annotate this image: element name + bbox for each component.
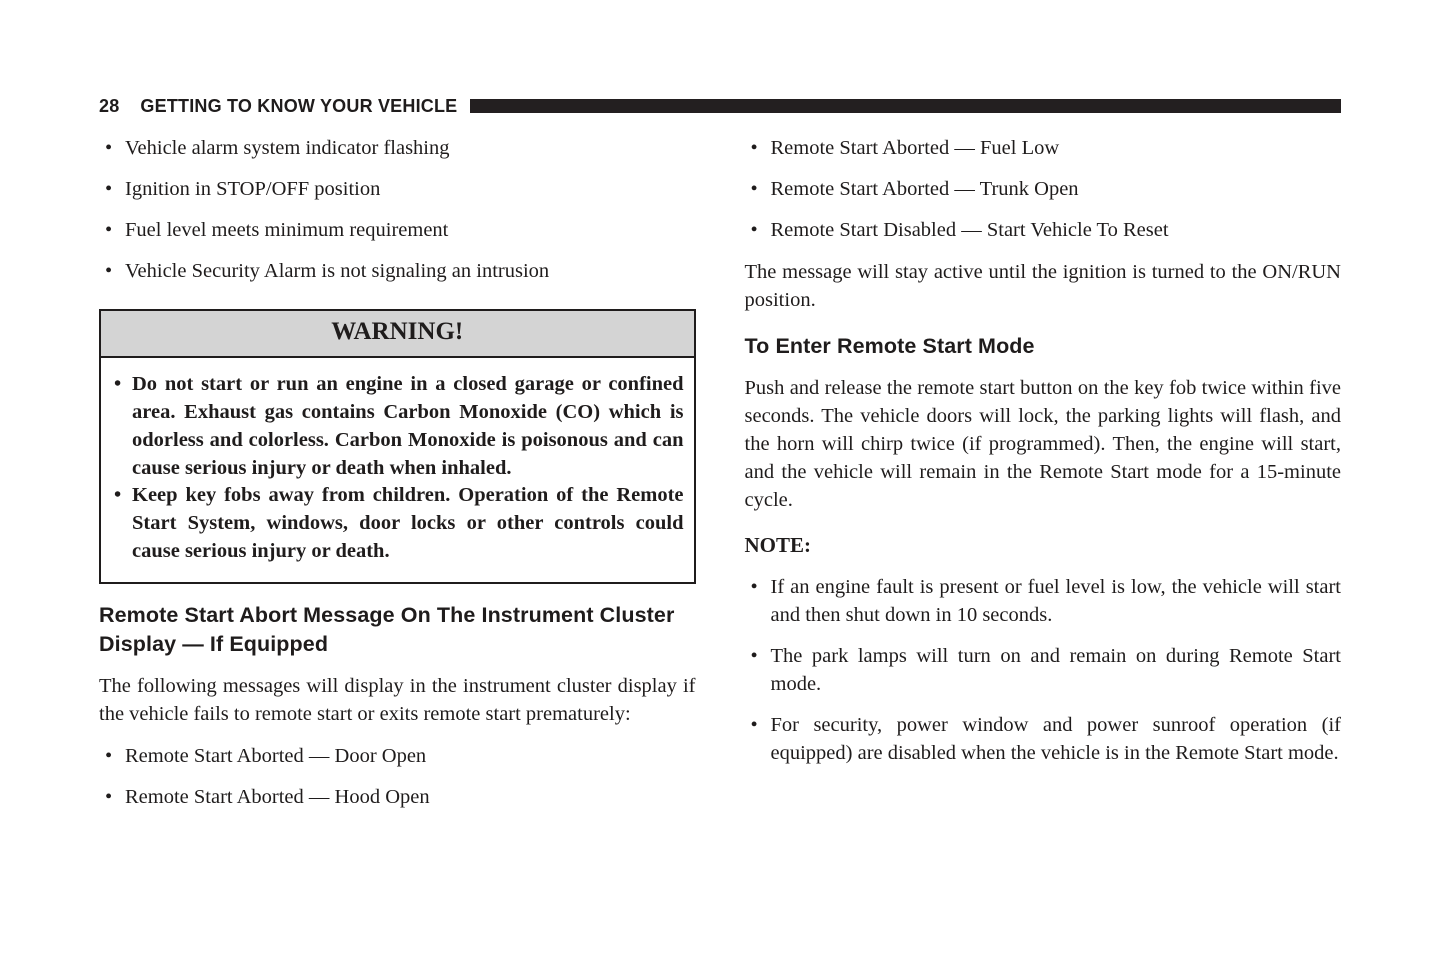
- page-header: [99, 94, 1341, 118]
- abort-messages-list-left: [99, 743, 696, 812]
- chapter-title: GETTING TO KNOW YOUR VEHICLE: [140, 96, 458, 116]
- section-heading-enter-remote-start: To Enter Remote Start Mode: [744, 333, 1035, 358]
- header-rule-bar: [470, 99, 1341, 113]
- right-column: [745, 135, 1342, 824]
- section-heading-abort-message: Remote Start Abort Message On The Instrument Cluster Display — If Equipped: [99, 603, 675, 656]
- list-item: • Remote Start Disabled — Start Vehicle To Reset: [745, 217, 1342, 245]
- abort-intro-paragraph: The following messages will display in the instrument cluster display if the vehicle fails to remote start or exits remote start prematurely:: [99, 675, 696, 726]
- note-label: NOTE:: [744, 532, 812, 557]
- note-list: [745, 574, 1342, 767]
- list-item: • Remote Start Aborted — Hood Open: [99, 784, 696, 812]
- list-item: • Keep key fobs away from children. Operation of the Remote Start System, windows, door locks or other controls could cause serious injury or death.: [114, 482, 684, 566]
- left-column: [99, 135, 696, 824]
- enter-remote-start-paragraph: Push and release the remote start button on the key fob twice within five seconds. The vehicle doors will lock, the parking lights will flash, and the horn will chirp twice (if programmed). Then, the engine will start, and the vehicle will remain in the Remote Start mode for a 15-minute cycle.: [744, 377, 1341, 511]
- list-item: • Vehicle Security Alarm is not signaling an intrusion: [99, 258, 696, 286]
- list-item: • Remote Start Aborted — Door Open: [99, 743, 696, 771]
- list-item: • Vehicle alarm system indicator flashing: [99, 135, 696, 163]
- list-item: • Remote Start Aborted — Trunk Open: [745, 176, 1342, 204]
- warning-box: [99, 309, 696, 584]
- list-item: • The park lamps will turn on and remain on during Remote Start mode.: [745, 643, 1342, 699]
- list-item: • Ignition in STOP/OFF position: [99, 176, 696, 204]
- list-item: • Remote Start Aborted — Fuel Low: [745, 135, 1342, 163]
- warning-list: [114, 371, 684, 566]
- warning-box-title: WARNING!: [101, 311, 694, 358]
- page-number: 28: [99, 96, 120, 116]
- warning-box-body: [101, 358, 694, 582]
- abort-messages-list-right: [745, 135, 1342, 245]
- two-column-body: [99, 135, 1341, 824]
- list-item: • If an engine fault is present or fuel level is low, the vehicle will start and then shut down in 10 seconds.: [745, 574, 1342, 630]
- list-item: • For security, power window and power sunroof operation (if equipped) are disabled when the vehicle is in the Remote Start mode.: [745, 712, 1342, 768]
- remote-start-conditions-list: [99, 135, 696, 286]
- list-item: • Do not start or run an engine in a closed garage or confined area. Exhaust gas contains Carbon Monoxide (CO) which is odorless and colorless. Carbon Monoxide is poisonous and can cause serious injury or death when inhaled.: [114, 371, 684, 483]
- list-item: • Fuel level meets minimum requirement: [99, 217, 696, 245]
- message-active-paragraph: The message will stay active until the ignition is turned to the ON/RUN position.: [744, 261, 1341, 311]
